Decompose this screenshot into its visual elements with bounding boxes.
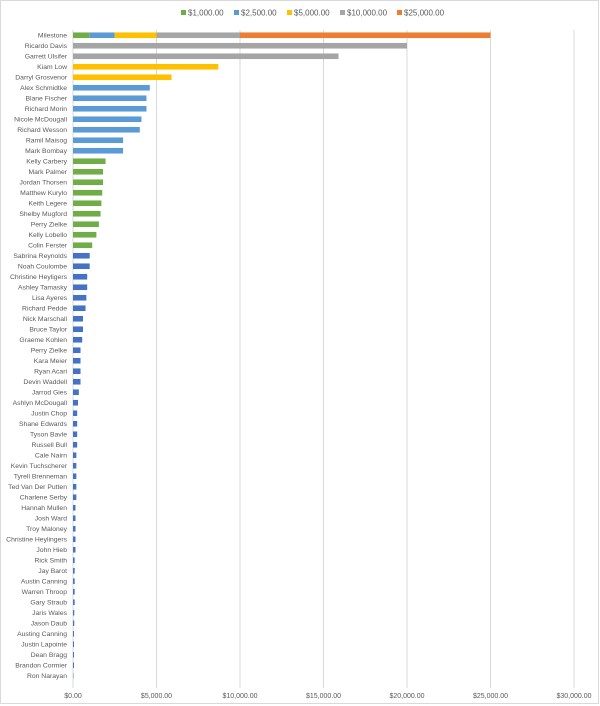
bar [73, 284, 87, 290]
category-label: Bruce Taylor [29, 327, 67, 334]
category-label: Jordan Thorsen [20, 180, 68, 187]
category-label: Jarrod Gies [32, 390, 68, 397]
category-label: Garrett Ulsifer [25, 54, 68, 61]
bar [73, 568, 75, 574]
bar [73, 358, 81, 364]
x-tick-label: $10,000.00 [222, 693, 257, 700]
milestone-segment [157, 32, 241, 38]
bar [73, 652, 74, 658]
bar [73, 515, 76, 521]
category-label: Matthew Kurylo [20, 190, 67, 197]
bar [73, 431, 77, 437]
category-label: Tyrell Brenneman [14, 474, 67, 481]
legend-label: $2,500.00 [241, 9, 277, 18]
category-label: Shelby Mugford [19, 211, 67, 218]
category-label: Kiam Low [37, 64, 67, 71]
bar [73, 305, 86, 311]
bar [73, 442, 77, 448]
milestone-segment [115, 32, 157, 38]
bar [73, 274, 87, 280]
milestone-segment [73, 32, 90, 38]
bar-chart [1, 1, 600, 706]
bar [73, 316, 83, 322]
category-label: Devin Waddell [23, 379, 67, 386]
bar [73, 463, 76, 469]
bar [73, 232, 96, 238]
x-tick-label: $15,000.00 [306, 693, 341, 700]
bar [73, 242, 92, 248]
category-label: Rick Smith [35, 558, 68, 565]
category-label: Gary Straub [30, 600, 67, 607]
bar [73, 137, 123, 143]
milestone-segment [90, 32, 115, 38]
bar [73, 43, 407, 49]
bar [73, 452, 76, 458]
category-label: Colin Ferster [28, 243, 68, 250]
category-label: Milestone [38, 33, 67, 40]
bar [73, 158, 106, 164]
bar [73, 526, 76, 532]
bar [73, 547, 76, 553]
category-label: Austin Canning [21, 579, 67, 586]
category-label: Hannah Mullen [21, 505, 67, 512]
bar [73, 620, 74, 626]
category-label: Lisa Ayeres [32, 295, 68, 302]
legend-swatch [234, 10, 239, 15]
category-label: Russell Bull [31, 442, 67, 449]
bar [73, 116, 141, 122]
category-label: Ted Van Der Putten [8, 484, 67, 491]
bar [73, 410, 77, 416]
category-label: Blane Fischer [25, 96, 67, 103]
category-label: Richard Morin [25, 106, 68, 113]
bar [73, 494, 76, 500]
category-label: Perry Zielke [31, 348, 67, 355]
x-tick-label: $25,000.00 [473, 693, 508, 700]
category-label: Mark Palmer [28, 169, 67, 176]
category-label: Jay Barot [38, 568, 67, 575]
x-tick-label: $0.00 [64, 693, 82, 700]
legend-swatch [287, 10, 292, 15]
milestone-segment [240, 32, 491, 38]
category-label: Keith Legere [28, 201, 67, 208]
category-label: Ramil Maisog [26, 138, 67, 145]
category-label: Kevin Tuchscherer [11, 463, 68, 470]
bar [73, 211, 101, 217]
bar [73, 190, 102, 196]
bar [73, 221, 99, 227]
category-label: Jaris Wales [32, 610, 67, 617]
category-label: Nicole McDougall [14, 117, 67, 124]
category-label: Shane Edwards [19, 421, 68, 428]
x-axis-ticks [64, 693, 591, 700]
category-label: John Hieb [36, 547, 67, 554]
bar [73, 95, 146, 101]
x-tick-label: $5,000.00 [141, 693, 172, 700]
legend-label: $5,000.00 [294, 9, 330, 18]
legend-swatch [397, 10, 402, 15]
bar [73, 400, 78, 406]
category-labels [6, 33, 68, 681]
bar [73, 473, 76, 479]
x-tick-label: $30,000.00 [556, 693, 591, 700]
category-label: Ashley Tamasky [18, 285, 68, 292]
category-label: Sabrina Reynolds [13, 253, 67, 260]
category-label: Ricardo Davis [25, 43, 68, 50]
category-label: Nick Marschall [23, 316, 68, 323]
bar [73, 148, 123, 154]
category-label: Warren Throop [22, 589, 68, 596]
bar [73, 253, 90, 259]
bar [73, 74, 172, 80]
category-label: Ashlyn McDougall [13, 400, 68, 407]
category-label: Justin Lapointe [21, 642, 67, 649]
gridlines [73, 30, 574, 688]
bar [73, 53, 339, 59]
x-tick-label: $20,000.00 [389, 693, 424, 700]
bar [73, 179, 103, 185]
bar [73, 557, 75, 563]
legend [181, 9, 445, 18]
category-label: Mark Bombay [25, 148, 68, 155]
category-label: Austing Canning [17, 631, 67, 638]
category-label: Ryan Acari [34, 369, 67, 376]
bar [73, 368, 81, 374]
category-label: Alex Schmidtke [20, 85, 67, 92]
bar [73, 127, 140, 133]
category-label: Darryl Grosvenor [15, 75, 67, 82]
category-label: Ron Narayan [27, 673, 67, 680]
category-label: Justin Chop [31, 411, 67, 418]
bar [73, 536, 76, 542]
bar [73, 662, 74, 668]
bar [73, 421, 77, 427]
bar [73, 389, 79, 395]
category-label: Charlene Serby [20, 495, 68, 502]
legend-label: $1,000.00 [188, 9, 224, 18]
bar [73, 326, 83, 332]
bar [73, 106, 146, 112]
legend-swatch [181, 10, 186, 15]
bar [73, 263, 90, 269]
category-label: Troy Maloney [26, 526, 68, 533]
bar [73, 484, 76, 490]
bar [73, 589, 75, 595]
category-label: Cale Nairn [35, 453, 67, 460]
category-label: Richard Wesson [17, 127, 67, 134]
category-label: Jason Daub [31, 621, 67, 628]
category-label: Graeme Kohlen [19, 337, 67, 344]
category-label: Perry Zielke [31, 222, 67, 229]
category-label: Richard Pedde [22, 306, 67, 313]
bar [73, 641, 74, 647]
bar [73, 610, 74, 616]
category-label: Noah Coulombe [18, 264, 67, 271]
bar [73, 169, 103, 175]
bar [73, 599, 75, 605]
legend-label: $25,000.00 [404, 9, 445, 18]
category-label: Kelly Lobello [28, 232, 67, 239]
legend-label: $10,000.00 [347, 9, 388, 18]
bar [73, 85, 150, 91]
category-label: Christine Heyligers [10, 274, 68, 281]
bar [73, 631, 74, 637]
category-label: Brandon Cormier [15, 663, 67, 670]
category-label: Kara Meier [34, 358, 68, 365]
bar [73, 379, 81, 385]
legend-swatch [340, 10, 345, 15]
bar [73, 200, 101, 206]
category-label: Kelly Carbery [26, 159, 67, 166]
bar [73, 347, 81, 353]
bar [73, 505, 76, 511]
category-label: Tyson Bavle [30, 432, 67, 439]
bar [73, 64, 218, 70]
category-label: Josh Ward [35, 516, 67, 523]
bar [73, 337, 82, 343]
bars [73, 32, 491, 678]
category-label: Dean Bragg [31, 652, 67, 659]
bar [73, 295, 86, 301]
bar [73, 578, 75, 584]
category-label: Christine Heylingers [6, 537, 67, 544]
